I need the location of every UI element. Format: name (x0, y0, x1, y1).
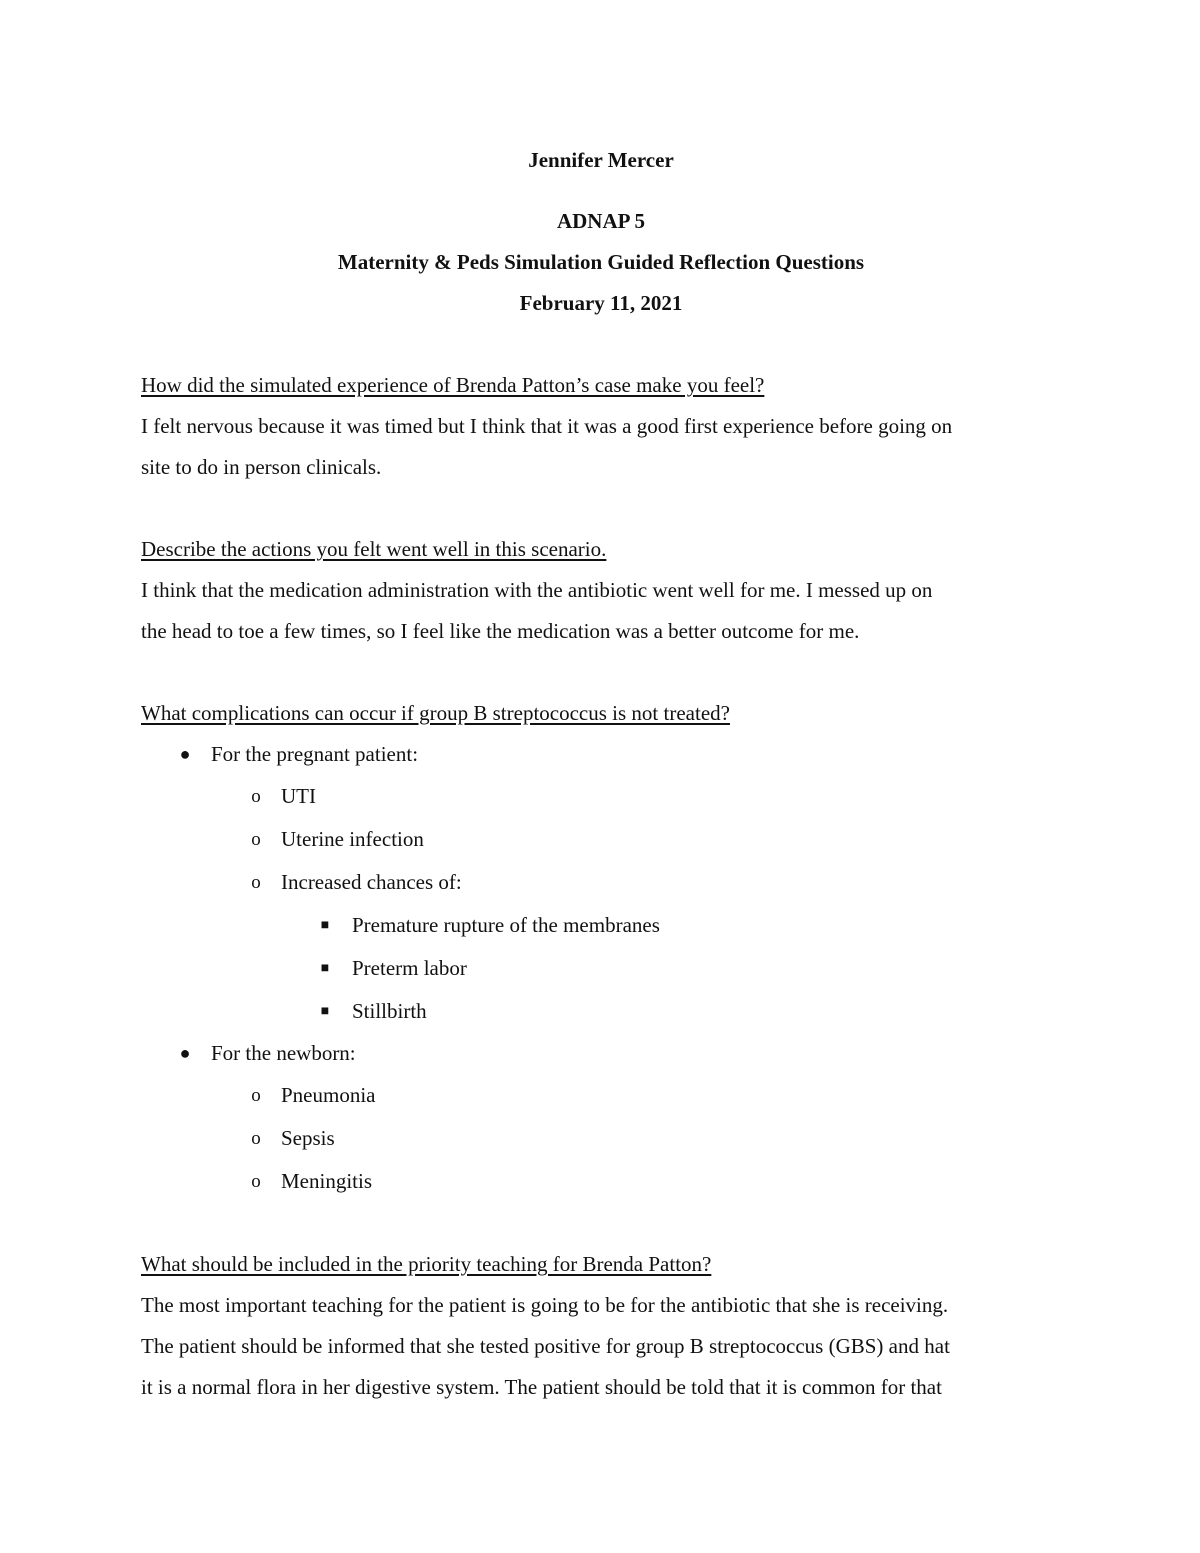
list-item (281, 990, 1061, 1033)
list-item-label: Sepsis (281, 1126, 335, 1150)
circle-bullet-icon: o (251, 1171, 261, 1192)
question-2: Describe the actions you felt went well in this scenario. (141, 537, 607, 561)
answer-1-line-2: site to do in person clinicals. (141, 455, 382, 479)
list-item-label: Pneumonia (281, 1083, 376, 1107)
answer-4-line-2: The patient should be informed that she tested positive for group B streptococcus (GBS) and hat (141, 1334, 950, 1358)
circle-bullet-icon: o (251, 872, 261, 893)
list-item-label: Increased chances of: (281, 870, 462, 894)
list-item-label: For the newborn: (211, 1041, 356, 1065)
circle-bullet-icon: o (251, 786, 261, 807)
complications-list (141, 734, 1061, 1203)
list-item (281, 947, 1061, 990)
list-item-label: Preterm labor (352, 956, 467, 980)
list-item (211, 861, 1061, 1033)
answer-2-line-2: the head to toe a few times, so I feel like the medication was a better outcome for me. (141, 619, 860, 643)
list-item (211, 1074, 1061, 1117)
answer-4-line-1: The most important teaching for the patient is going to be for the antibiotic that she is receiving. (141, 1293, 949, 1317)
list-item (211, 1160, 1061, 1203)
list-item-label: Uterine infection (281, 827, 424, 851)
pregnant-sublist (211, 775, 1061, 1033)
course-code: ADNAP 5 (556, 209, 646, 233)
list-item-newborn (141, 1033, 1061, 1203)
question-1: How did the simulated experience of Brenda Patton’s case make you feel? (141, 373, 765, 397)
circle-bullet-icon: o (251, 1128, 261, 1149)
question-3: What complications can occur if group B streptococcus is not treated? (141, 701, 730, 725)
list-item (211, 818, 1061, 861)
square-bullet-icon: ■ (320, 918, 330, 933)
bullet-icon: ● (179, 1043, 191, 1063)
question-4: What should be included in the priority teaching for Brenda Patton? (141, 1252, 712, 1276)
list-item-label: Premature rupture of the membranes (352, 913, 660, 937)
answer-2-line-1: I think that the medication administration with the antibiotic went well for me. I messed up on (141, 578, 933, 602)
document-date: February 11, 2021 (519, 291, 683, 315)
circle-bullet-icon: o (251, 1085, 261, 1106)
square-bullet-icon: ■ (320, 1004, 330, 1019)
increased-chances-sublist (281, 904, 1061, 1033)
document-title: Maternity & Peds Simulation Guided Reflection Questions (337, 250, 865, 274)
newborn-sublist (211, 1074, 1061, 1203)
list-item-label: UTI (281, 784, 316, 808)
document-body (141, 140, 1061, 1408)
list-item-pregnant (141, 734, 1061, 1033)
list-item (281, 904, 1061, 947)
list-item-label: For the pregnant patient: (211, 742, 419, 766)
author-name: Jennifer Mercer (528, 148, 674, 172)
square-bullet-icon: ■ (320, 961, 330, 976)
list-item (211, 1117, 1061, 1160)
circle-bullet-icon: o (251, 829, 261, 850)
answer-4-line-3: it is a normal flora in her digestive system. The patient should be told that it is common for that (141, 1375, 942, 1399)
list-item (211, 775, 1061, 818)
list-item-label: Stillbirth (352, 999, 427, 1023)
answer-1-line-1: I felt nervous because it was timed but I think that it was a good first experience before going on (141, 414, 953, 438)
bullet-icon: ● (179, 744, 191, 764)
list-item-label: Meningitis (281, 1169, 373, 1193)
